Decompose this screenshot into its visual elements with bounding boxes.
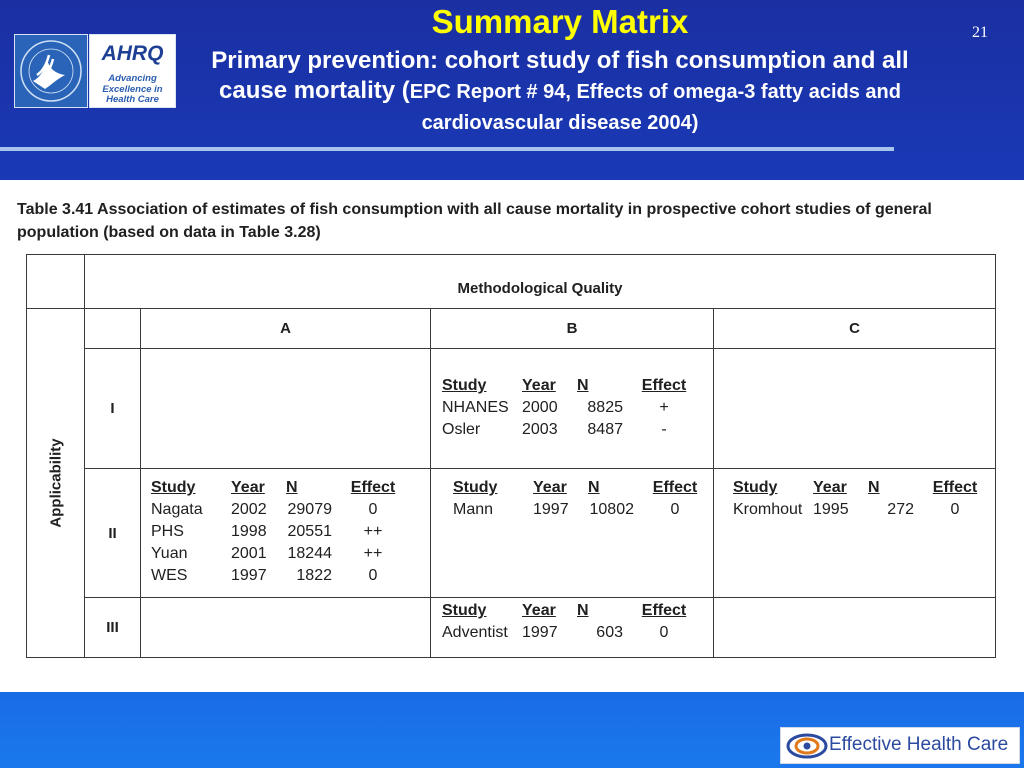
study-header-study: Study	[442, 377, 487, 394]
study-year: 2002	[231, 501, 267, 518]
study-year: 2003	[522, 421, 558, 438]
column-header-c: C	[714, 309, 996, 349]
slide-subtitle	[184, 46, 936, 138]
study-list	[714, 469, 995, 521]
study-n: 272	[887, 501, 914, 518]
cell-ii-c	[714, 469, 996, 598]
study-header-year: Year	[522, 377, 556, 394]
cell-i-c	[714, 349, 996, 469]
study-study: Yuan	[151, 545, 188, 562]
table-row-iii	[27, 598, 996, 658]
study-header-row	[151, 477, 430, 499]
study-year: 1997	[231, 567, 267, 584]
study-year: 1995	[813, 501, 849, 518]
applicability-header	[27, 309, 85, 658]
study-effect: ++	[363, 523, 383, 540]
cell-ii-a	[141, 469, 431, 598]
study-header-study: Study	[442, 602, 487, 619]
study-header-row	[442, 375, 713, 397]
study-n: 1822	[296, 567, 332, 584]
table-header-row	[27, 255, 996, 309]
table-row-i	[27, 349, 996, 469]
cell-iii-b	[431, 598, 714, 658]
study-row	[151, 521, 430, 543]
ehc-brand-text: Effective Health Care	[829, 734, 1009, 755]
study-header-row	[442, 600, 713, 622]
ehc-swirl-icon	[785, 731, 829, 761]
study-header-effect: Effect	[652, 479, 698, 496]
cell-i-a	[141, 349, 431, 469]
column-header-a: A	[141, 309, 431, 349]
study-header-n: N	[588, 479, 600, 496]
study-year: 2001	[231, 545, 267, 562]
study-effect: -	[661, 421, 667, 438]
study-n: 18244	[287, 545, 332, 562]
study-study: WES	[151, 567, 188, 584]
study-header-year: Year	[522, 602, 556, 619]
effective-health-care-logo	[780, 727, 1020, 764]
study-list	[431, 349, 713, 441]
table-panel	[0, 180, 1024, 692]
subtitle-main: Primary prevention: cohort study of fish consumption and all cause mortality (	[211, 47, 909, 104]
study-header-effect: Effect	[641, 377, 687, 394]
study-effect: 0	[670, 501, 680, 518]
study-header-study: Study	[453, 479, 498, 496]
hhs-eagle-icon	[15, 35, 87, 107]
study-year: 1997	[533, 501, 569, 518]
study-row	[442, 622, 713, 644]
study-n: 8825	[587, 399, 623, 416]
study-header-n: N	[286, 479, 298, 496]
study-header-study: Study	[733, 479, 778, 496]
row-header-i: I	[85, 349, 141, 469]
slide-title: Summary Matrix	[431, 3, 689, 40]
table-row-ii	[27, 469, 996, 598]
study-header-n: N	[577, 377, 589, 394]
hhs-logo	[14, 34, 88, 108]
study-n: 603	[596, 624, 623, 641]
cell-i-b	[431, 349, 714, 469]
cell-iii-c	[714, 598, 996, 658]
quality-columns-row	[27, 309, 996, 349]
study-row	[442, 397, 713, 419]
study-row	[151, 543, 430, 565]
column-header-b: B	[431, 309, 714, 349]
corner-cell	[27, 255, 85, 309]
study-year: 1997	[522, 624, 558, 641]
study-header-effect: Effect	[350, 479, 396, 496]
ahrq-logo-name: AHRQ	[101, 42, 164, 65]
study-row	[151, 499, 430, 521]
study-effect: 0	[659, 624, 669, 641]
table-caption: Table 3.41 Association of estimates of fish consumption with all cause mortality in prospective cohort studies of general population (based on data in Table 3.28)	[17, 201, 932, 241]
study-effect: 0	[368, 501, 378, 518]
study-row	[453, 499, 713, 521]
study-study: Mann	[453, 501, 494, 518]
study-year: 1998	[231, 523, 267, 540]
study-study: Osler	[442, 421, 481, 438]
study-row	[151, 565, 430, 587]
study-effect: 0	[950, 501, 960, 518]
study-list	[431, 469, 713, 521]
study-n: 8487	[587, 421, 623, 438]
study-list	[431, 598, 713, 644]
study-study: NHANES	[442, 399, 509, 416]
cell-iii-a	[141, 598, 431, 658]
study-header-effect: Effect	[932, 479, 978, 496]
study-header-effect: Effect	[641, 602, 687, 619]
study-study: Nagata	[151, 501, 203, 518]
study-n: 10802	[589, 501, 634, 518]
study-study: Adventist	[442, 624, 508, 641]
blank-cell	[85, 309, 141, 349]
row-header-ii: II	[85, 469, 141, 598]
study-study: PHS	[151, 523, 184, 540]
subtitle-report: EPC Report # 94, Effects of omega-3 fatty acids and cardiovascular disease 2004)	[409, 81, 901, 134]
study-header-n: N	[868, 479, 880, 496]
study-header-row	[733, 477, 995, 499]
header-divider	[0, 147, 894, 151]
methodological-quality-header: Methodological Quality	[85, 255, 996, 309]
study-effect: ++	[363, 545, 383, 562]
study-header-row	[453, 477, 713, 499]
study-header-year: Year	[231, 479, 265, 496]
row-header-iii: III	[85, 598, 141, 658]
study-effect: 0	[368, 567, 378, 584]
study-list	[141, 469, 430, 587]
study-year: 2000	[522, 399, 558, 416]
study-header-study: Study	[151, 479, 196, 496]
study-row	[442, 419, 713, 441]
summary-matrix-table	[26, 254, 996, 658]
study-header-n: N	[577, 602, 589, 619]
study-header-year: Year	[813, 479, 847, 496]
study-n: 20551	[287, 523, 332, 540]
ahrq-logo	[89, 34, 176, 108]
study-effect: +	[659, 399, 669, 416]
ahrq-logo-tagline: Advancing Excellence in Health Care	[102, 73, 163, 105]
study-study: Kromhout	[733, 501, 803, 518]
study-header-year: Year	[533, 479, 567, 496]
applicability-label: Applicability	[47, 438, 64, 528]
study-n: 29079	[287, 501, 332, 518]
study-row	[733, 499, 995, 521]
slide-number: 21	[972, 24, 988, 41]
cell-ii-b	[431, 469, 714, 598]
